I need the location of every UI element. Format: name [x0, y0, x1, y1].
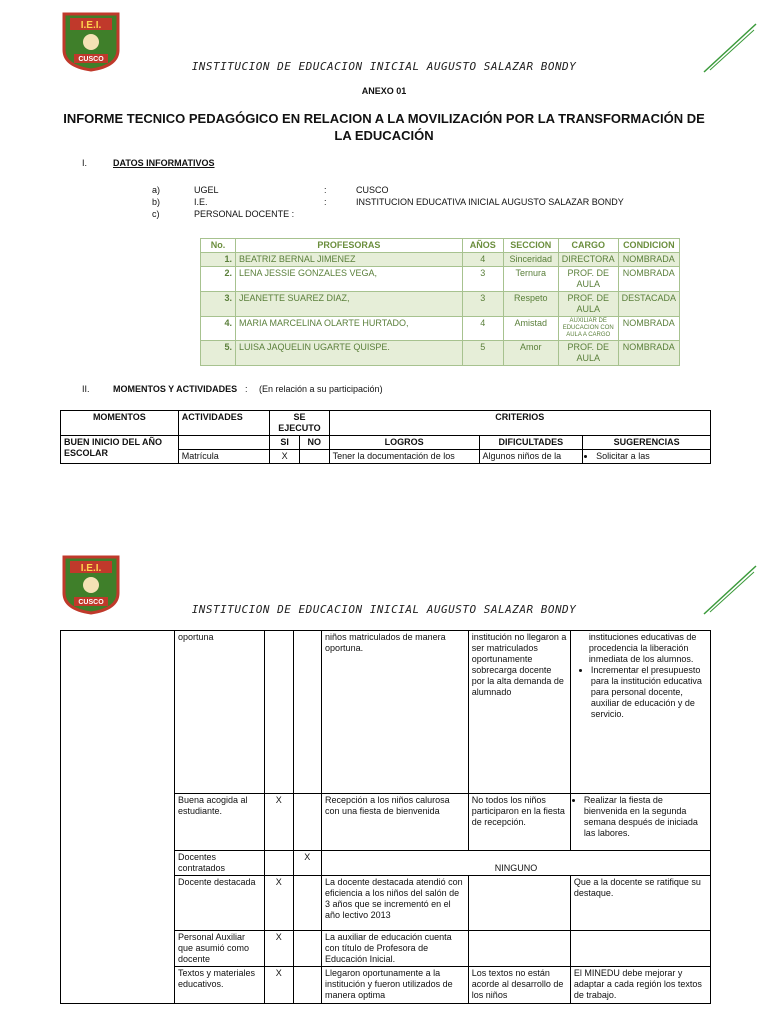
svg-text:I.E.I.: I.E.I.: [80, 563, 102, 574]
table-row: Docente destacada X La docente destacada atendió con eficiencia a los niños del salón de 3 años que se incrementó en el año lectivo 2013 Que a la docente se ratifique su destaque.: [61, 876, 711, 931]
svg-text:CUSCO: CUSCO: [78, 599, 104, 606]
table-row: Docentes contratados X NINGUNO: [61, 851, 711, 876]
table-row: 4. MARIA MARCELINA OLARTE HURTADO, 4 Amistad AUXILIAR DE EDUCACION CON AULA A CARGO NOMBRADA: [201, 317, 680, 341]
section2-number: II.: [82, 384, 90, 394]
section1-number: I.: [82, 158, 88, 168]
table-row: Buena acogida al estudiante. X Recepción a los niños calurosa con una fiesta de bienvenida No todos los niños participaron en la fiesta de recepción. • Realizar la fiesta de bienvenida en la segunda semana después de iniciada las labores.: [61, 794, 711, 851]
report-title: INFORME TECNICO PEDAGÓGICO EN RELACION A LA MOVILIZACIÓN POR LA TRANSFORMACIÓN DE LA EDUCACIÓN: [63, 111, 705, 143]
table-row: 3. JEANETTE SUAREZ DIAZ, 3 Respeto PROF. DE AULA DESTACADA: [201, 292, 680, 317]
info-row: b) I.E. : INSTITUCION EDUCATIVA INICIAL AUGUSTO SALAZAR BONDY: [152, 197, 624, 207]
svg-text:CUSCO: CUSCO: [78, 56, 104, 63]
moment-cell: [61, 631, 175, 1004]
table-row: 1. BEATRIZ BERNAL JIMENEZ 4 Sinceridad DIRECTORA NOMBRADA: [201, 253, 680, 267]
section2-colon: :: [245, 384, 248, 394]
institution-header: INSTITUCION DE EDUCACION INICIAL AUGUSTO SALAZAR BONDY: [191, 603, 577, 616]
annex-label: ANEXO 01: [361, 86, 407, 96]
table-row: Personal Auxiliar que asumió como docente X La auxiliar de educación cuenta con título de Profesora de Educación Inicial.: [61, 931, 711, 967]
teachers-table: [200, 238, 680, 366]
se-ejecuto-header: SE EJECUTO: [270, 411, 329, 436]
table-row: 2. LENA JESSIE GONZALES VEGA, 3 Ternura PROF. DE AULA NOMBRADA: [201, 267, 680, 292]
table-subheader-row: BUEN INICIO DEL AÑO ESCOLAR SI NO LOGROS DIFICULTADES SUGERENCIAS: [61, 436, 711, 450]
table-row: Matrícula X Tener la documentación de los Algunos niños de la • Solicitar a las: [61, 450, 711, 464]
table-header-row: No. PROFESORAS AÑOS SECCION CARGO CONDICION: [201, 239, 680, 253]
info-list: [152, 185, 672, 221]
activities-table-top: [60, 410, 711, 464]
section2-title: MOMENTOS Y ACTIVIDADES: [113, 384, 238, 394]
table-row: oportuna niños matriculados de manera oportuna. institución no llegaron a ser matriculados oportunamente sobrecarga docente por la alta demanda de alumnado instituciones educativas de procedencia la liberación inmediata de los alumnos. • Incrementar el presupuesto para la institución educativa para personal docente, auxiliar de educación y de servicio.: [61, 631, 711, 794]
info-row: c) PERSONAL DOCENTE :: [152, 209, 295, 219]
table-row: 5. LUISA JAQUELIN UGARTE QUISPE. 5 Amor PROF. DE AULA NOMBRADA: [201, 341, 680, 366]
activities-table-continued: [60, 630, 711, 1004]
table-row: Textos y materiales educativos. X Llegaron oportunamente a la institución y fueron utilizados de manera optima Los textos no están acorde al desarrollo de los niños El MINEDU debe mejorar y adaptar a cada región los textos de trabajo.: [61, 967, 711, 1004]
institution-header: INSTITUCION DE EDUCACION INICIAL AUGUSTO SALAZAR BONDY: [191, 60, 577, 73]
section2-note: (En relación a su participación): [259, 384, 383, 394]
table-header-row: MOMENTOS ACTIVIDADES SE EJECUTO CRITERIOS: [61, 411, 711, 436]
section1-title: DATOS INFORMATIVOS: [113, 158, 215, 168]
svg-text:I.E.I.: I.E.I.: [80, 20, 102, 31]
info-row: a) UGEL : CUSCO: [152, 185, 389, 195]
